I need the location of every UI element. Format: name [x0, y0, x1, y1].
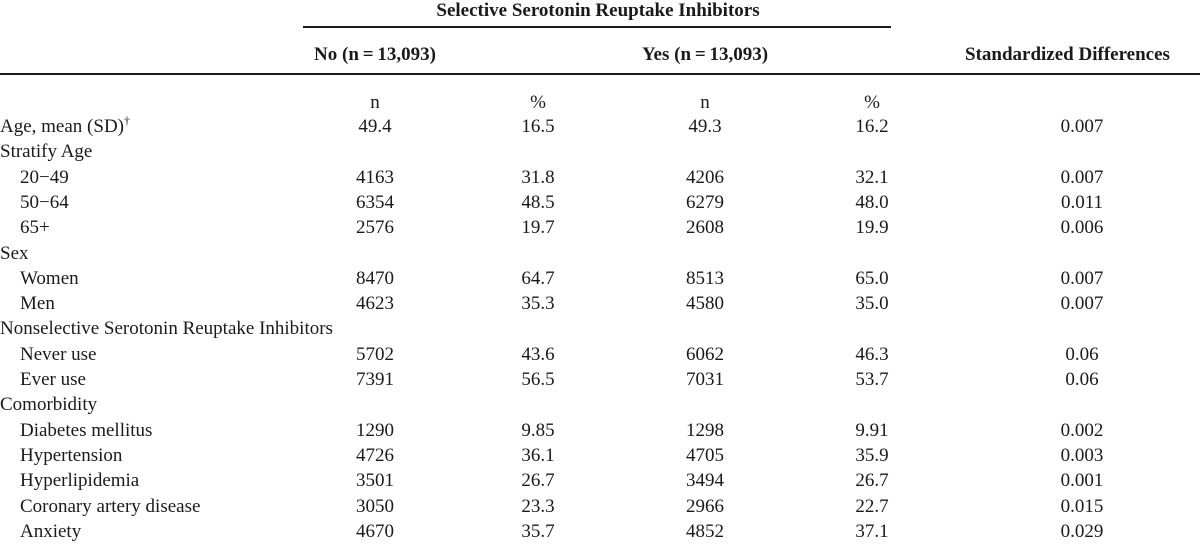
cell-no-pct: 64.7 [521, 268, 555, 289]
row-label [20, 494, 200, 519]
cell-yes-pct: 19.9 [855, 217, 889, 238]
subheader-yes-pct: % [864, 92, 880, 113]
cell-yes-n: 4580 [686, 293, 724, 314]
cell-no-pct: 26.7 [521, 470, 555, 491]
cell-yes-pct: 65.0 [855, 268, 889, 289]
cell-no-pct: 31.8 [521, 167, 555, 188]
cell-yes-n: 2966 [686, 496, 724, 517]
footnote-marker: † [124, 113, 130, 128]
group-header: Selective Serotonin Reuptake Inhibitors [436, 0, 760, 21]
cell-yes-pct: 32.1 [855, 167, 889, 188]
cell-std-diff: 0.029 [1060, 521, 1104, 542]
cell-no-n: 4163 [356, 167, 394, 188]
cell-std-diff: 0.007 [1060, 268, 1104, 289]
row-label-text: Hyperlipidemia [20, 470, 140, 491]
row-label [20, 468, 139, 493]
row-label [0, 392, 97, 417]
cell-no-pct: 48.5 [521, 192, 555, 213]
group-header-rule [303, 26, 891, 28]
column-header-yes: Yes (n = 13,093) [641, 44, 769, 65]
row-label-text: Anxiety [20, 521, 82, 542]
row-label [20, 367, 86, 392]
cell-yes-pct: 22.7 [855, 496, 889, 517]
row-label [20, 266, 79, 291]
cell-std-diff: 0.002 [1060, 420, 1104, 441]
cell-std-diff: 0.015 [1060, 496, 1104, 517]
cell-yes-n: 4852 [686, 521, 724, 542]
row-label [0, 316, 333, 341]
cell-yes-pct: 37.1 [855, 521, 889, 542]
cell-no-pct: 35.7 [521, 521, 555, 542]
row-label [0, 139, 92, 164]
cell-no-pct: 23.3 [521, 496, 555, 517]
cell-std-diff: 0.007 [1060, 293, 1104, 314]
cell-yes-n: 8513 [686, 268, 724, 289]
row-label [20, 291, 55, 316]
row-label-text: Coronary artery disease [20, 496, 201, 517]
cell-no-pct: 36.1 [521, 445, 555, 466]
cell-yes-pct: 9.91 [855, 420, 889, 441]
row-label-text: Ever use [20, 369, 86, 390]
row-label-text: Nonselective Serotonin Reuptake Inhibitors [0, 318, 333, 339]
cell-no-n: 7391 [356, 369, 394, 390]
cell-yes-n: 49.3 [688, 116, 722, 137]
row-label [20, 165, 69, 190]
row-label [20, 443, 122, 468]
cell-yes-pct: 35.0 [855, 293, 889, 314]
row-label [20, 190, 69, 215]
header-bottom-rule [0, 73, 1200, 75]
row-label-text: Women [20, 268, 79, 289]
column-header-std-diff: Standardized Differences [965, 44, 1170, 65]
cell-yes-pct: 35.9 [855, 445, 889, 466]
cell-yes-pct: 48.0 [855, 192, 889, 213]
cell-std-diff: 0.006 [1060, 217, 1104, 238]
row-label [20, 418, 152, 443]
cell-no-pct: 19.7 [521, 217, 555, 238]
cell-no-n: 8470 [356, 268, 394, 289]
cell-std-diff: 0.007 [1060, 167, 1104, 188]
row-label-text: 50−64 [20, 192, 69, 213]
cell-no-n: 5702 [356, 344, 394, 365]
column-header-no: No (n = 13,093) [314, 44, 436, 65]
cell-yes-n: 4705 [686, 445, 724, 466]
cell-no-n: 2576 [356, 217, 394, 238]
cell-no-pct: 43.6 [521, 344, 555, 365]
cell-yes-n: 4206 [686, 167, 724, 188]
subheader-yes-n: n [700, 92, 710, 113]
cell-std-diff: 0.011 [1060, 192, 1104, 213]
cell-no-pct: 56.5 [521, 369, 555, 390]
row-label-text: Men [20, 293, 55, 314]
row-label-text: Comorbidity [0, 394, 98, 415]
row-label [0, 241, 29, 266]
row-label-text: Age, mean (SD) [0, 116, 124, 137]
row-label [20, 215, 50, 240]
cell-std-diff: 0.007 [1060, 116, 1104, 137]
row-label-text: 20−49 [20, 167, 69, 188]
subheader-no-n: n [370, 92, 380, 113]
row-label [0, 114, 130, 139]
cell-no-pct: 16.5 [521, 116, 555, 137]
subheader-no-pct: % [530, 92, 546, 113]
cell-std-diff: 0.06 [1065, 344, 1099, 365]
cell-no-n: 49.4 [358, 116, 392, 137]
cell-yes-pct: 46.3 [855, 344, 889, 365]
cell-yes-n: 2608 [686, 217, 724, 238]
row-label-text: 65+ [20, 217, 50, 238]
row-label-text: Never use [20, 344, 97, 365]
cell-no-n: 4726 [356, 445, 394, 466]
cell-no-n: 1290 [356, 420, 394, 441]
cell-yes-pct: 26.7 [855, 470, 889, 491]
cell-std-diff: 0.06 [1065, 369, 1099, 390]
cell-std-diff: 0.003 [1060, 445, 1104, 466]
cell-yes-n: 6279 [686, 192, 724, 213]
row-label [20, 342, 97, 367]
row-label-text: Diabetes mellitus [20, 420, 153, 441]
cell-no-n: 6354 [356, 192, 394, 213]
cell-no-n: 3050 [356, 496, 394, 517]
row-label-text: Hypertension [20, 445, 123, 466]
cell-yes-pct: 16.2 [855, 116, 889, 137]
cell-yes-pct: 53.7 [855, 369, 889, 390]
cell-no-n: 4623 [356, 293, 394, 314]
cell-no-n: 3501 [356, 470, 394, 491]
row-label [20, 519, 81, 544]
cell-std-diff: 0.001 [1060, 470, 1104, 491]
cell-no-pct: 9.85 [521, 420, 555, 441]
cell-no-n: 4670 [356, 521, 394, 542]
cell-yes-n: 7031 [686, 369, 724, 390]
cell-yes-n: 1298 [686, 420, 724, 441]
cell-no-pct: 35.3 [521, 293, 555, 314]
row-label-text: Stratify Age [0, 141, 93, 162]
cell-yes-n: 6062 [686, 344, 724, 365]
row-label-text: Sex [0, 243, 29, 264]
cell-yes-n: 3494 [686, 470, 724, 491]
